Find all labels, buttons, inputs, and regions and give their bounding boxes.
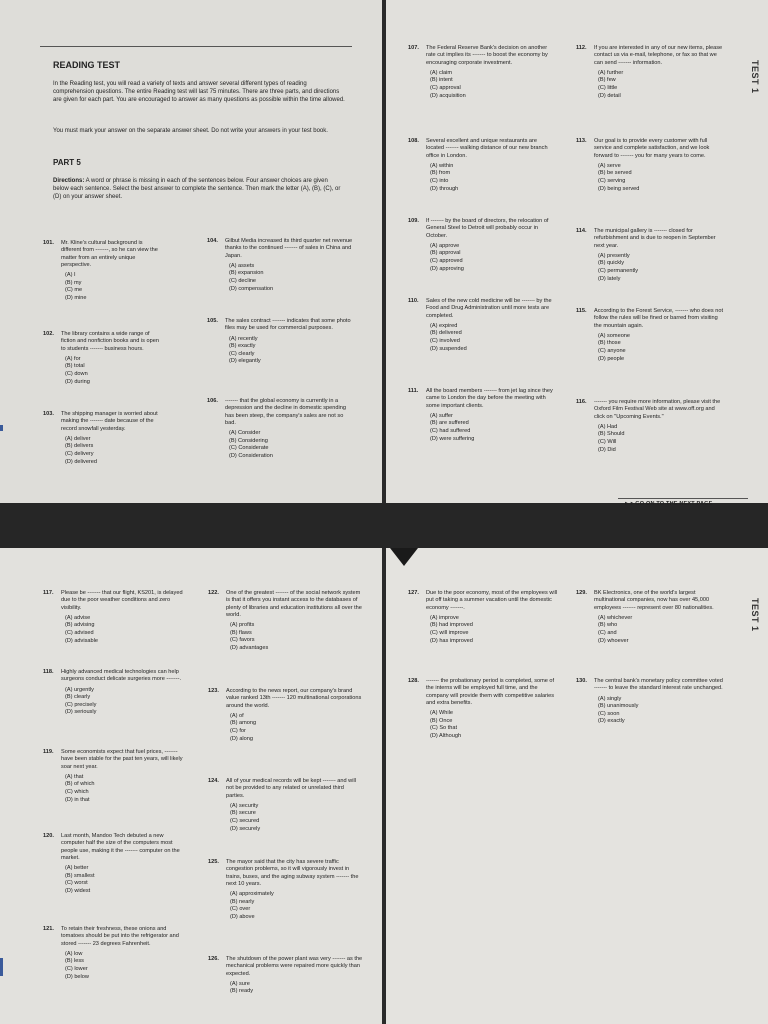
question-item [576, 228, 724, 283]
answer-option: (B) those [598, 340, 621, 347]
gutter-mark [0, 958, 3, 976]
question-item [43, 669, 183, 717]
question-item [43, 331, 161, 386]
question-item [576, 590, 726, 645]
question-item [576, 308, 724, 363]
answer-option: (D) Did [598, 446, 616, 453]
answer-option: (A) Consider [229, 430, 261, 437]
answer-option: (A) urgently [65, 686, 94, 693]
question-text: Last month, Mandoo Tech debuted a new computer half the size of the computers most people use, making it the ------- computer on the market. [61, 833, 180, 861]
question-stem [408, 590, 558, 612]
divider-line [618, 498, 748, 499]
answer-option: (D) seriously [65, 709, 97, 716]
question-item [576, 678, 726, 726]
answer-option: (A) whichever [598, 614, 633, 621]
question-text: The central bank's monetary policy committee voted ------- to leave the standard interest rate unchanged. [594, 678, 723, 692]
question-item [576, 399, 724, 454]
answer-option: (C) little [598, 85, 618, 92]
question-number: 118. [43, 669, 54, 675]
page-bottom-left [0, 548, 382, 1024]
question-item [207, 238, 355, 293]
intro-box [40, 46, 352, 243]
question-number: 116. [576, 399, 587, 405]
answer-option: (D) suspended [430, 345, 467, 352]
question-text: The library contains a wide range of fiction and nonfiction books and is open to students ------- business hours. [61, 331, 159, 352]
question-text: Sales of the new cold medicine will be ------- by the Food and Drug Administration until more tests are completed. [426, 298, 552, 319]
question-text: ------- the probationary period is completed, some of the interns will be employed full time, and the company will provide them with competitive salaries and extra benefits. [426, 678, 555, 706]
answer-option: (B) delivers [65, 443, 94, 450]
page-corner-shadow [390, 548, 418, 566]
question-stem [207, 398, 355, 427]
answer-option: (D) advantages [230, 644, 269, 651]
question-number: 127. [408, 590, 419, 596]
question-item [208, 590, 363, 653]
question-item [43, 590, 183, 645]
answer-option: (A) assets [229, 262, 255, 269]
answer-option: (C) will improve [430, 630, 469, 637]
question-text: Due to the poor economy, most of the employees will put off taking a summer vacation until the domestic economy -------. [426, 590, 558, 611]
question-text: Highly advanced medical technologies can help surgeons conduct delicate surgeries more -------. [61, 669, 181, 683]
answer-option: (C) had suffered [430, 428, 471, 435]
answer-option: (A) I [65, 272, 76, 279]
question-number: 112. [576, 45, 587, 51]
answer-option: (C) approval [430, 85, 461, 92]
question-item [43, 411, 161, 466]
question-text: According to the Forest Service, ------- who does not follow the rules will be fined or barred from visiting the mountain again. [594, 308, 724, 329]
question-text: Gilbut Media increased its third quarter net revenue thanks to the continued ------- of sales in China and Japan. [225, 238, 353, 259]
answer-option: (B) total [65, 363, 85, 370]
question-stem [408, 138, 556, 160]
question-number: 110. [408, 298, 419, 304]
answer-option: (C) Considerate [229, 445, 269, 452]
question-item [408, 678, 558, 741]
answer-option: (C) So that [430, 725, 458, 732]
question-text: The Federal Reserve Bank's decision on another rate cut implies its ------- to boost the economy by encouraging corporate investment. [426, 45, 548, 66]
answer-option: (A) that [65, 773, 84, 780]
answer-option: (D) mine [65, 294, 87, 301]
question-stem [576, 590, 726, 612]
answer-option: (B) nearly [230, 898, 255, 905]
question-text: Several excellent and unique restaurants are located ------- walking distance of our new branch office in London. [426, 138, 548, 159]
question-stem [207, 238, 355, 260]
answer-option: (C) clearly [229, 350, 255, 357]
question-stem [576, 399, 724, 421]
question-item [43, 749, 183, 804]
answer-option: (D) below [65, 973, 89, 980]
answer-option: (A) Had [598, 423, 618, 430]
answer-option: (A) approve [430, 242, 460, 249]
answer-option: (D) Consideration [229, 452, 273, 459]
question-stem [43, 669, 183, 684]
question-number: 123. [208, 688, 219, 694]
answer-option: (C) secured [230, 818, 260, 825]
answer-option: (B) Should [598, 431, 625, 438]
answer-option: (A) singly [598, 695, 622, 702]
part-title: PART 5 [53, 158, 81, 167]
answer-option: (C) favors [230, 637, 255, 644]
answer-option: (D) compensation [229, 285, 274, 292]
question-number: 107. [408, 45, 419, 51]
answer-option: (D) approving [430, 265, 464, 272]
answer-option: (B) ready [230, 988, 254, 995]
answer-option: (A) further [598, 69, 624, 76]
answer-option: (B) among [230, 720, 257, 727]
answer-option: (A) suffer [430, 412, 453, 419]
question-number: 126. [208, 956, 219, 962]
question-item [208, 956, 363, 996]
answer-option: (C) approved [430, 258, 463, 265]
question-text: All the board members ------- from jet lag since they came to London the day before the meeting with some important clients. [426, 388, 553, 409]
answer-option: (C) precisely [65, 701, 97, 708]
question-number: 105. [207, 318, 218, 324]
question-stem [208, 688, 363, 710]
answer-option: (D) through [430, 185, 459, 192]
answer-option: (A) deliver [65, 435, 91, 442]
answer-option: (C) into [430, 178, 449, 185]
answer-option: (C) which [65, 789, 89, 796]
question-number: 109. [408, 218, 419, 224]
answer-option: (B) exactly [229, 343, 256, 350]
answer-option: (A) for [65, 355, 81, 362]
answer-option: (D) acquisition [430, 92, 466, 99]
question-number: 111. [408, 388, 419, 394]
answer-option: (A) expired [430, 322, 458, 329]
question-stem [208, 778, 363, 800]
answer-option: (D) Although [430, 732, 462, 739]
question-stem [43, 833, 183, 862]
question-stem [408, 678, 558, 707]
question-text: The shipping manager is worried about making the ------- date because of the record snowfall yesterday. [61, 411, 158, 432]
question-item [208, 688, 363, 743]
question-stem [208, 590, 363, 619]
question-number: 125. [208, 859, 219, 865]
question-item [43, 926, 183, 981]
question-text: Please be ------- that our flight, KS201, is delayed due to the poor weather conditions and zero visibility. [61, 590, 183, 611]
question-number: 117. [43, 590, 54, 596]
question-number: 101. [43, 240, 54, 246]
question-stem [43, 590, 183, 612]
question-number: 113. [576, 138, 587, 144]
question-text: If you are interested in any of our new items, please contact us via e-mail, telephone, or fax so that we can send ------- information. [594, 45, 723, 66]
question-text: ------- that the global economy is currently in a depression and the decline in domestic spending has been steep, the company's sales are not so bad. [225, 398, 346, 426]
answer-option: (A) low [65, 950, 83, 957]
question-number: 121. [43, 926, 54, 932]
question-text: If ------- by the board of directors, the relocation of General Steel to Detroit will probably occur in October. [426, 218, 549, 239]
answer-option: (C) worst [65, 880, 88, 887]
question-item [43, 240, 161, 303]
question-stem [408, 218, 556, 240]
question-number: 128. [408, 678, 419, 684]
question-stem [408, 45, 556, 67]
question-item [576, 138, 724, 193]
question-text: BK Electronics, one of the world's largest multinational companies, now has over 45,000 employees ------- represent over 80 nationalities. [594, 590, 714, 611]
answer-option: (D) during [65, 378, 90, 385]
answer-option: (A) security [230, 802, 259, 809]
question-number: 115. [576, 308, 587, 314]
answer-option: (B) smallest [65, 872, 95, 879]
answer-option: (D) detail [598, 92, 621, 99]
reading-test-title: READING TEST [53, 60, 121, 70]
answer-option: (B) advising [65, 622, 95, 629]
intro-paragraph: In the Reading test, you will read a variety of texts and answer several different types of reading comprehension questions. The entire Reading test will last 75 minutes. There are three parts, and directions are given for each part. You are encouraged to answer as many questions as possible within the time allowed. [53, 81, 345, 104]
intro-instructions: You must mark your answer on the separate answer sheet. Do not write your answers in your test book. [53, 128, 328, 134]
question-item [207, 398, 355, 461]
question-stem [408, 388, 556, 410]
question-item [207, 318, 355, 366]
question-stem [408, 298, 556, 320]
answer-option: (A) sure [230, 980, 250, 987]
question-stem [576, 308, 724, 330]
test-side-tab: TEST 1 [750, 60, 760, 94]
answer-option: (A) of [230, 712, 244, 719]
answer-option: (A) advise [65, 614, 91, 621]
question-text: According to the news report, our company's brand value ranked 13th ------- 120 multinational corporations around the world. [226, 688, 362, 709]
answer-option: (B) flaws [230, 629, 252, 636]
answer-option: (C) permanently [598, 268, 639, 275]
page-bottom-right [386, 548, 768, 1024]
question-number: 120. [43, 833, 54, 839]
answer-option: (C) me [65, 287, 83, 294]
question-item [408, 45, 556, 100]
question-stem [576, 45, 724, 67]
answer-option: (B) who [598, 622, 618, 629]
question-item [208, 859, 363, 922]
question-stem [208, 859, 363, 888]
question-stem [208, 956, 363, 978]
answer-option: (D) people [598, 355, 625, 362]
answer-option: (A) serve [598, 162, 621, 169]
answer-option: (B) quickly [598, 260, 625, 267]
answer-option: (B) clearly [65, 694, 91, 701]
answer-option: (C) down [65, 371, 88, 378]
answer-option: (C) anyone [598, 348, 626, 355]
answer-option: (D) widest [65, 887, 91, 894]
answer-option: (C) delivery [65, 451, 94, 458]
directions [53, 177, 345, 202]
question-number: 114. [576, 228, 587, 234]
answer-option: (B) expansion [229, 270, 264, 277]
answer-option: (A) someone [598, 332, 631, 339]
question-text: The shutdown of the power plant was very ------- as the mechanical problems were repaired more quickly than expected. [226, 956, 363, 977]
answer-option: (C) decline [229, 278, 257, 285]
answer-option: (D) being served [598, 185, 640, 192]
question-text: To retain their freshness, these onions and tomatoes should be put into the refrigerator and stored ------- 23 degrees Fahrenheit. [61, 926, 179, 947]
question-stem [43, 749, 183, 771]
page-top-left [0, 0, 382, 503]
answer-option: (D) whoever [598, 637, 629, 644]
answer-option: (C) advised [65, 630, 94, 637]
question-stem [576, 138, 724, 160]
question-text: Some economists expect that fuel prices, ------- have been stable for the past ten years, will likely soar next year. [61, 749, 183, 770]
question-stem [43, 331, 161, 353]
question-item [408, 218, 556, 273]
question-text: The mayor said that the city has severe traffic congestion problems, so it will vigorously invest in trains, buses, and the aging subway system ------- the next 10 years. [226, 859, 359, 887]
answer-option: (A) recently [229, 335, 258, 342]
answer-option: (D) were suffering [430, 435, 475, 442]
answer-option: (C) for [230, 728, 246, 735]
answer-option: (D) securely [230, 825, 261, 832]
answer-option: (C) over [230, 906, 251, 913]
answer-option: (A) While [430, 710, 453, 717]
answer-option: (C) lower [65, 966, 88, 973]
answer-option: (A) profits [230, 622, 255, 629]
directions-text: A word or phrase is missing in each of the sentences below. Four answer choices are given below each sentence. Select the best answer to complete the sentence. Then mark the letter (A), (B), (C), or (D) on your answer sheet. [53, 178, 341, 201]
question-number: 124. [208, 778, 219, 784]
question-number: 122. [208, 590, 219, 596]
answer-option: (C) soon [598, 710, 620, 717]
answer-option: (B) from [430, 170, 451, 177]
answer-option: (D) in that [65, 796, 90, 803]
question-item [576, 45, 724, 100]
answer-option: (C) Will [598, 439, 617, 446]
answer-option: (D) advisable [65, 637, 98, 644]
answer-option: (C) involved [430, 338, 460, 345]
question-number: 103. [43, 411, 54, 417]
answer-option: (B) had improved [430, 622, 473, 629]
answer-option: (D) above [230, 913, 255, 920]
page-gap [0, 503, 768, 548]
answer-option: (A) approximately [230, 891, 274, 898]
answer-option: (A) within [430, 162, 454, 169]
question-text: Our goal is to provide every customer with full service and complete satisfaction, and we look forward to ------- you for many years to come. [594, 138, 710, 159]
test-side-tab: TEST 1 [750, 598, 760, 632]
answer-option: (D) lately [598, 275, 621, 282]
question-text: Mr. Kline's cultural background is different from -------, so he can view the matter from an entirely unique perspective. [61, 240, 158, 268]
question-stem [207, 318, 355, 333]
question-number: 129. [576, 590, 587, 596]
answer-option: (B) Once [430, 717, 453, 724]
answer-option: (B) of which [65, 781, 95, 788]
question-item [408, 138, 556, 193]
answer-option: (B) intent [430, 77, 453, 84]
question-text: All of your medical records will be kept ------- and will not be provided to any related or unrelated third parties. [226, 778, 356, 799]
answer-option: (B) unanimously [598, 703, 639, 710]
answer-option: (B) secure [230, 810, 256, 817]
question-number: 106. [207, 398, 218, 404]
question-stem [576, 678, 726, 693]
answer-option: (B) approval [430, 250, 461, 257]
answer-option: (B) less [65, 958, 84, 965]
answer-option: (D) delivered [65, 458, 98, 465]
question-number: 130. [576, 678, 587, 684]
answer-option: (D) elegantly [229, 358, 261, 365]
answer-option: (B) be served [598, 170, 632, 177]
question-text: One of the greatest ------- of the social network system is that it offers you instant access to the databases of plenty of libraries and education institutions all over the world. [226, 590, 362, 618]
question-item [408, 388, 556, 443]
answer-option: (B) few [598, 77, 616, 84]
answer-option: (A) claim [430, 69, 453, 76]
answer-option: (C) serving [598, 178, 626, 185]
answer-option: (A) presently [598, 252, 630, 259]
question-stem [576, 228, 724, 250]
answer-option: (D) has improved [430, 637, 473, 644]
question-number: 119. [43, 749, 54, 755]
gutter-mark [0, 425, 3, 431]
answer-option: (B) delivered [430, 330, 462, 337]
answer-option: (D) along [230, 735, 254, 742]
page-top-right [386, 0, 768, 507]
question-item [208, 778, 363, 833]
question-text: ------- you require more information, please visit the Oxford Film Festival Web site at www.off.org and click on "Upcoming Events." [594, 399, 721, 420]
answer-option: (C) and [598, 630, 617, 637]
question-item [408, 298, 556, 353]
question-number: 102. [43, 331, 54, 337]
question-item [408, 590, 558, 645]
question-stem [43, 240, 161, 269]
answer-option: (D) exactly [598, 718, 625, 725]
answer-option: (B) my [65, 279, 82, 286]
question-stem [43, 411, 161, 433]
go-to-next-page: ►►GO ON TO THE NEXT PAGE [624, 501, 713, 507]
answer-option: (A) improve [430, 614, 459, 621]
question-text: The municipal gallery is ------- closed for refurbishment and is due to reopen in September next year. [594, 228, 716, 249]
question-item [43, 833, 183, 896]
question-text: The sales contract ------- indicates that some photo files may be used for commercial purposes. [225, 318, 351, 332]
question-number: 108. [408, 138, 419, 144]
directions-label: Directions: [53, 178, 85, 184]
answer-option: (A) better [65, 865, 89, 872]
answer-option: (B) Considering [229, 437, 268, 444]
question-number: 104. [207, 238, 218, 244]
answer-option: (B) are suffered [430, 420, 469, 427]
question-stem [43, 926, 183, 948]
